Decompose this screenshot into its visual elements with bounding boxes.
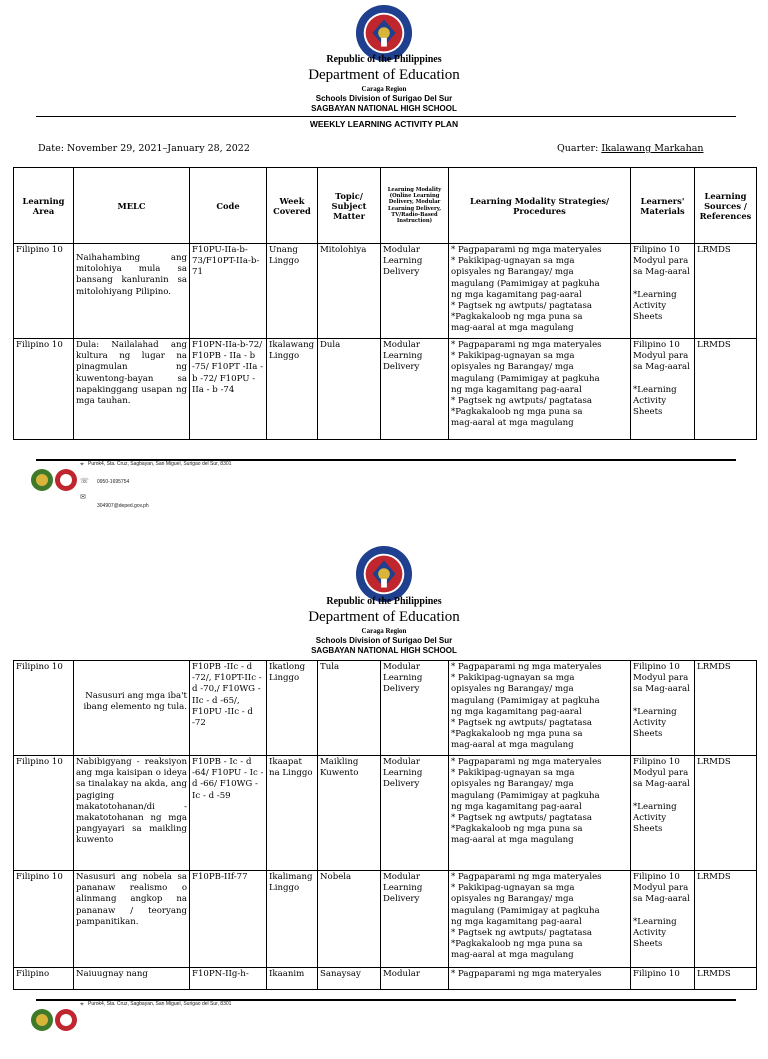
cell-procedures: * Pagpaparami ng mga materyales * Pakikipag-ugnayan sa mga opisyales ng Barangay/ mga magulang (Pamimigay at pagkuha ng mga kagamitang pag-aaral * Pagtsek ng awtputs/ pagtatasa *Pagkakaloob ng mga puna sa mag-aaral at mga magulang bbox=[449, 339, 631, 440]
cell-topic: Mitolohiya bbox=[318, 244, 381, 339]
cell-materials: Filipino 10 Modyul para sa Mag-aaral *Learning Activity Sheets bbox=[631, 871, 695, 968]
deped-seal-icon bbox=[355, 545, 413, 603]
cell-code: F10PN-IIa-b-72/ F10PB - IIa - b -75/ F10PT -IIa - b -72/ F10PU -IIa - b -74 bbox=[190, 339, 267, 440]
cell-area: Filipino 10 bbox=[14, 871, 74, 968]
cell-procedures: * Pagpaparami ng mga materyales bbox=[449, 968, 631, 990]
cell-sources: LRMDS bbox=[695, 871, 757, 968]
cell-area: Filipino bbox=[14, 968, 74, 990]
quarter-value: Ikalawang Markahan bbox=[601, 143, 704, 154]
cell-procedures: * Pagpaparami ng mga materyales * Pakikipag-ugnayan sa mga opisyales ng Barangay/ mga magulang (Pamimigay at pagkuha ng mga kagamitang pag-aaral * Pagtsek ng awtputs/ pagtatasa *Pagkakaloob ng mga puna sa mag-aaral at mga magulang bbox=[449, 871, 631, 968]
cell-procedures: * Pagpaparami ng mga materyales * Pakikipag-ugnayan sa mga opisyales ng Barangay/ mga magulang (Pamimigay at pagkuha ng mga kagamitang pag-aaral * Pagtsek ng awtputs/ pagtatasa *Pagkakaloob ng mga puna sa mag-aaral at mga magulang bbox=[449, 756, 631, 871]
header-divider bbox=[36, 116, 736, 117]
cell-melc: Nasusuri ang mga iba't ibang elemento ng tula. bbox=[74, 661, 190, 756]
footer-2 bbox=[0, 999, 768, 1059]
cell-modality: Modular Learning Delivery bbox=[381, 244, 449, 339]
cell-melc: Nasusuri ang nobela sa pananaw realismo o alinmang angkop na pananaw / teoryang pampanitikan. bbox=[74, 871, 190, 968]
cell-melc: Nabibigyang - reaksiyon ang mga kaisipan o ideya sa tinalakay na akda, ang pagiging makatotohanan/di -makatotohanan ng mga pangyayari sa maikling kuwento bbox=[74, 756, 190, 871]
plan-table-2 bbox=[13, 660, 757, 990]
quarter-info bbox=[557, 143, 703, 154]
cell-materials: Filipino 10 Modyul para sa Mag-aaral *Learning Activity Sheets bbox=[631, 244, 695, 339]
department-line: Department of Education bbox=[308, 609, 460, 625]
cell-code: F10PB -IIc - d -72/, F10PT-IIc - d -70,/ F10WG -IIc - d -65/, F10PU -IIc - d -72 bbox=[190, 661, 267, 756]
cell-melc: Naiuugnay nang bbox=[74, 968, 190, 990]
cell-melc: Dula: Nailalahad ang kultura ng lugar na pinagmulan ng kuwentong-bayan sa napakinggang usapan ng mga tauhan. bbox=[74, 339, 190, 440]
location-icon: ⌖ bbox=[80, 1000, 84, 1008]
cell-materials: Filipino 10 Modyul para sa Mag-aaral *Learning Activity Sheets bbox=[631, 756, 695, 871]
plan-table-1 bbox=[13, 167, 757, 440]
table-row bbox=[14, 871, 757, 968]
table-row bbox=[14, 339, 757, 440]
table-row bbox=[14, 756, 757, 871]
cell-topic: Nobela bbox=[318, 871, 381, 968]
table-row bbox=[14, 244, 757, 339]
email-icon: ✉ bbox=[80, 493, 86, 501]
location-icon: ⌖ bbox=[80, 460, 84, 468]
cell-week: Unang Linggo bbox=[267, 244, 318, 339]
school-line: SAGBAYAN NATIONAL HIGH SCHOOL bbox=[311, 646, 457, 655]
col-materials: Learners' Materials bbox=[631, 168, 695, 244]
cell-week: Ikatlong Linggo bbox=[267, 661, 318, 756]
footer-address: Purok4, Sta. Cruz, Sagbayan, San Miguel, Surigao del Sur, 8301 bbox=[88, 461, 232, 467]
cell-area: Filipino 10 bbox=[14, 661, 74, 756]
cell-area: Filipino 10 bbox=[14, 244, 74, 339]
cell-modality: Modular Learning Delivery bbox=[381, 871, 449, 968]
republic-line: Republic of the Philippines bbox=[326, 54, 442, 65]
school-line: SAGBAYAN NATIONAL HIGH SCHOOL bbox=[311, 104, 457, 113]
cell-topic: Tula bbox=[318, 661, 381, 756]
cell-sources: LRMDS bbox=[695, 756, 757, 871]
cell-melc: Naihahambing ang mitolohiya mula sa bansang kanluranin sa mitolohiyang Pilipino. bbox=[74, 244, 190, 339]
footer-address: Purok4, Sta. Cruz, Sagbayan, San Miguel, Surigao del Sur, 8301 bbox=[88, 1001, 232, 1007]
cell-sources: LRMDS bbox=[695, 968, 757, 990]
quarter-label: Quarter: bbox=[557, 143, 602, 154]
cell-materials: Filipino 10 Modyul para sa Mag-aaral *Learning Activity Sheets bbox=[631, 661, 695, 756]
phone-icon: ☏ bbox=[80, 477, 89, 485]
cell-code: F10PB - Ic - d -64/ F10PU - Ic - d -66/ F10WG - Ic - d -59 bbox=[190, 756, 267, 871]
col-code: Code bbox=[190, 168, 267, 244]
table-header-row bbox=[14, 168, 757, 244]
cell-week: Ikaanim bbox=[267, 968, 318, 990]
cell-materials: Filipino 10 Modyul para sa Mag-aaral *Learning Activity Sheets bbox=[631, 339, 695, 440]
cell-materials: Filipino 10 bbox=[631, 968, 695, 990]
col-topic: Topic/ Subject Matter bbox=[318, 168, 381, 244]
footer-email: 304907@deped.gov.ph bbox=[97, 503, 149, 509]
school-logos-icon bbox=[30, 1007, 80, 1033]
cell-modality: Modular bbox=[381, 968, 449, 990]
date-range: Date: November 29, 2021–January 28, 2022 bbox=[38, 143, 250, 154]
region-line: Caraga Region bbox=[361, 627, 407, 635]
cell-week: Ikalimang Linggo bbox=[267, 871, 318, 968]
cell-procedures: * Pagpaparami ng mga materyales * Pakikipag-ugnayan sa mga opisyales ng Barangay/ mga magulang (Pamimigay at pagkuha ng mga kagamitang pag-aaral * Pagtsek ng awtputs/ pagtatasa *Pagkakaloob ng mga puna sa mag-aaral at mga magulang bbox=[449, 244, 631, 339]
table-row bbox=[14, 968, 757, 990]
footer-phone: 0950-1695754 bbox=[97, 479, 130, 485]
division-line: Schools Division of Surigao Del Sur bbox=[315, 636, 453, 645]
col-week: Week Covered bbox=[267, 168, 318, 244]
cell-sources: LRMDS bbox=[695, 244, 757, 339]
footer-1 bbox=[0, 459, 768, 519]
cell-topic: Sanaysay bbox=[318, 968, 381, 990]
region-line: Caraga Region bbox=[361, 85, 407, 93]
republic-line: Republic of the Philippines bbox=[326, 596, 442, 607]
col-strategies: Learning Modality Strategies/ Procedures bbox=[449, 168, 631, 244]
department-line: Department of Education bbox=[308, 67, 460, 83]
cell-code: F10PU-IIa-b-73/F10PT-IIa-b-71 bbox=[190, 244, 267, 339]
cell-sources: LRMDS bbox=[695, 339, 757, 440]
cell-modality: Modular Learning Delivery bbox=[381, 661, 449, 756]
cell-modality: Modular Learning Delivery bbox=[381, 339, 449, 440]
col-modality: Learning Modality (Online Learning Delivery, Modular Learning Delivery, TV/Radio-Based Instruction) bbox=[381, 168, 449, 244]
cell-procedures: * Pagpaparami ng mga materyales * Pakikipag-ugnayan sa mga opisyales ng Barangay/ mga magulang (Pamimigay at pagkuha ng mga kagamitang pag-aaral * Pagtsek ng awtputs/ pagtatasa *Pagkakaloob ng mga puna sa mag-aaral at mga magulang bbox=[449, 661, 631, 756]
cell-week: Ikalawang Linggo bbox=[267, 339, 318, 440]
cell-sources: LRMDS bbox=[695, 661, 757, 756]
table-row bbox=[14, 661, 757, 756]
cell-code: F10PN-IIg-h- bbox=[190, 968, 267, 990]
col-area: Learning Area bbox=[14, 168, 74, 244]
col-melc: MELC bbox=[74, 168, 190, 244]
division-line: Schools Division of Surigao Del Sur bbox=[315, 94, 453, 103]
school-logos-icon bbox=[30, 467, 80, 493]
cell-code: F10PB-IIf-77 bbox=[190, 871, 267, 968]
col-sources: Learning Sources / References bbox=[695, 168, 757, 244]
plan-title: WEEKLY LEARNING ACTIVITY PLAN bbox=[309, 119, 459, 129]
cell-week: Ikaapat na Linggo bbox=[267, 756, 318, 871]
cell-area: Filipino 10 bbox=[14, 339, 74, 440]
cell-topic: Dula bbox=[318, 339, 381, 440]
cell-modality: Modular Learning Delivery bbox=[381, 756, 449, 871]
cell-topic: Maikling Kuwento bbox=[318, 756, 381, 871]
cell-area: Filipino 10 bbox=[14, 756, 74, 871]
